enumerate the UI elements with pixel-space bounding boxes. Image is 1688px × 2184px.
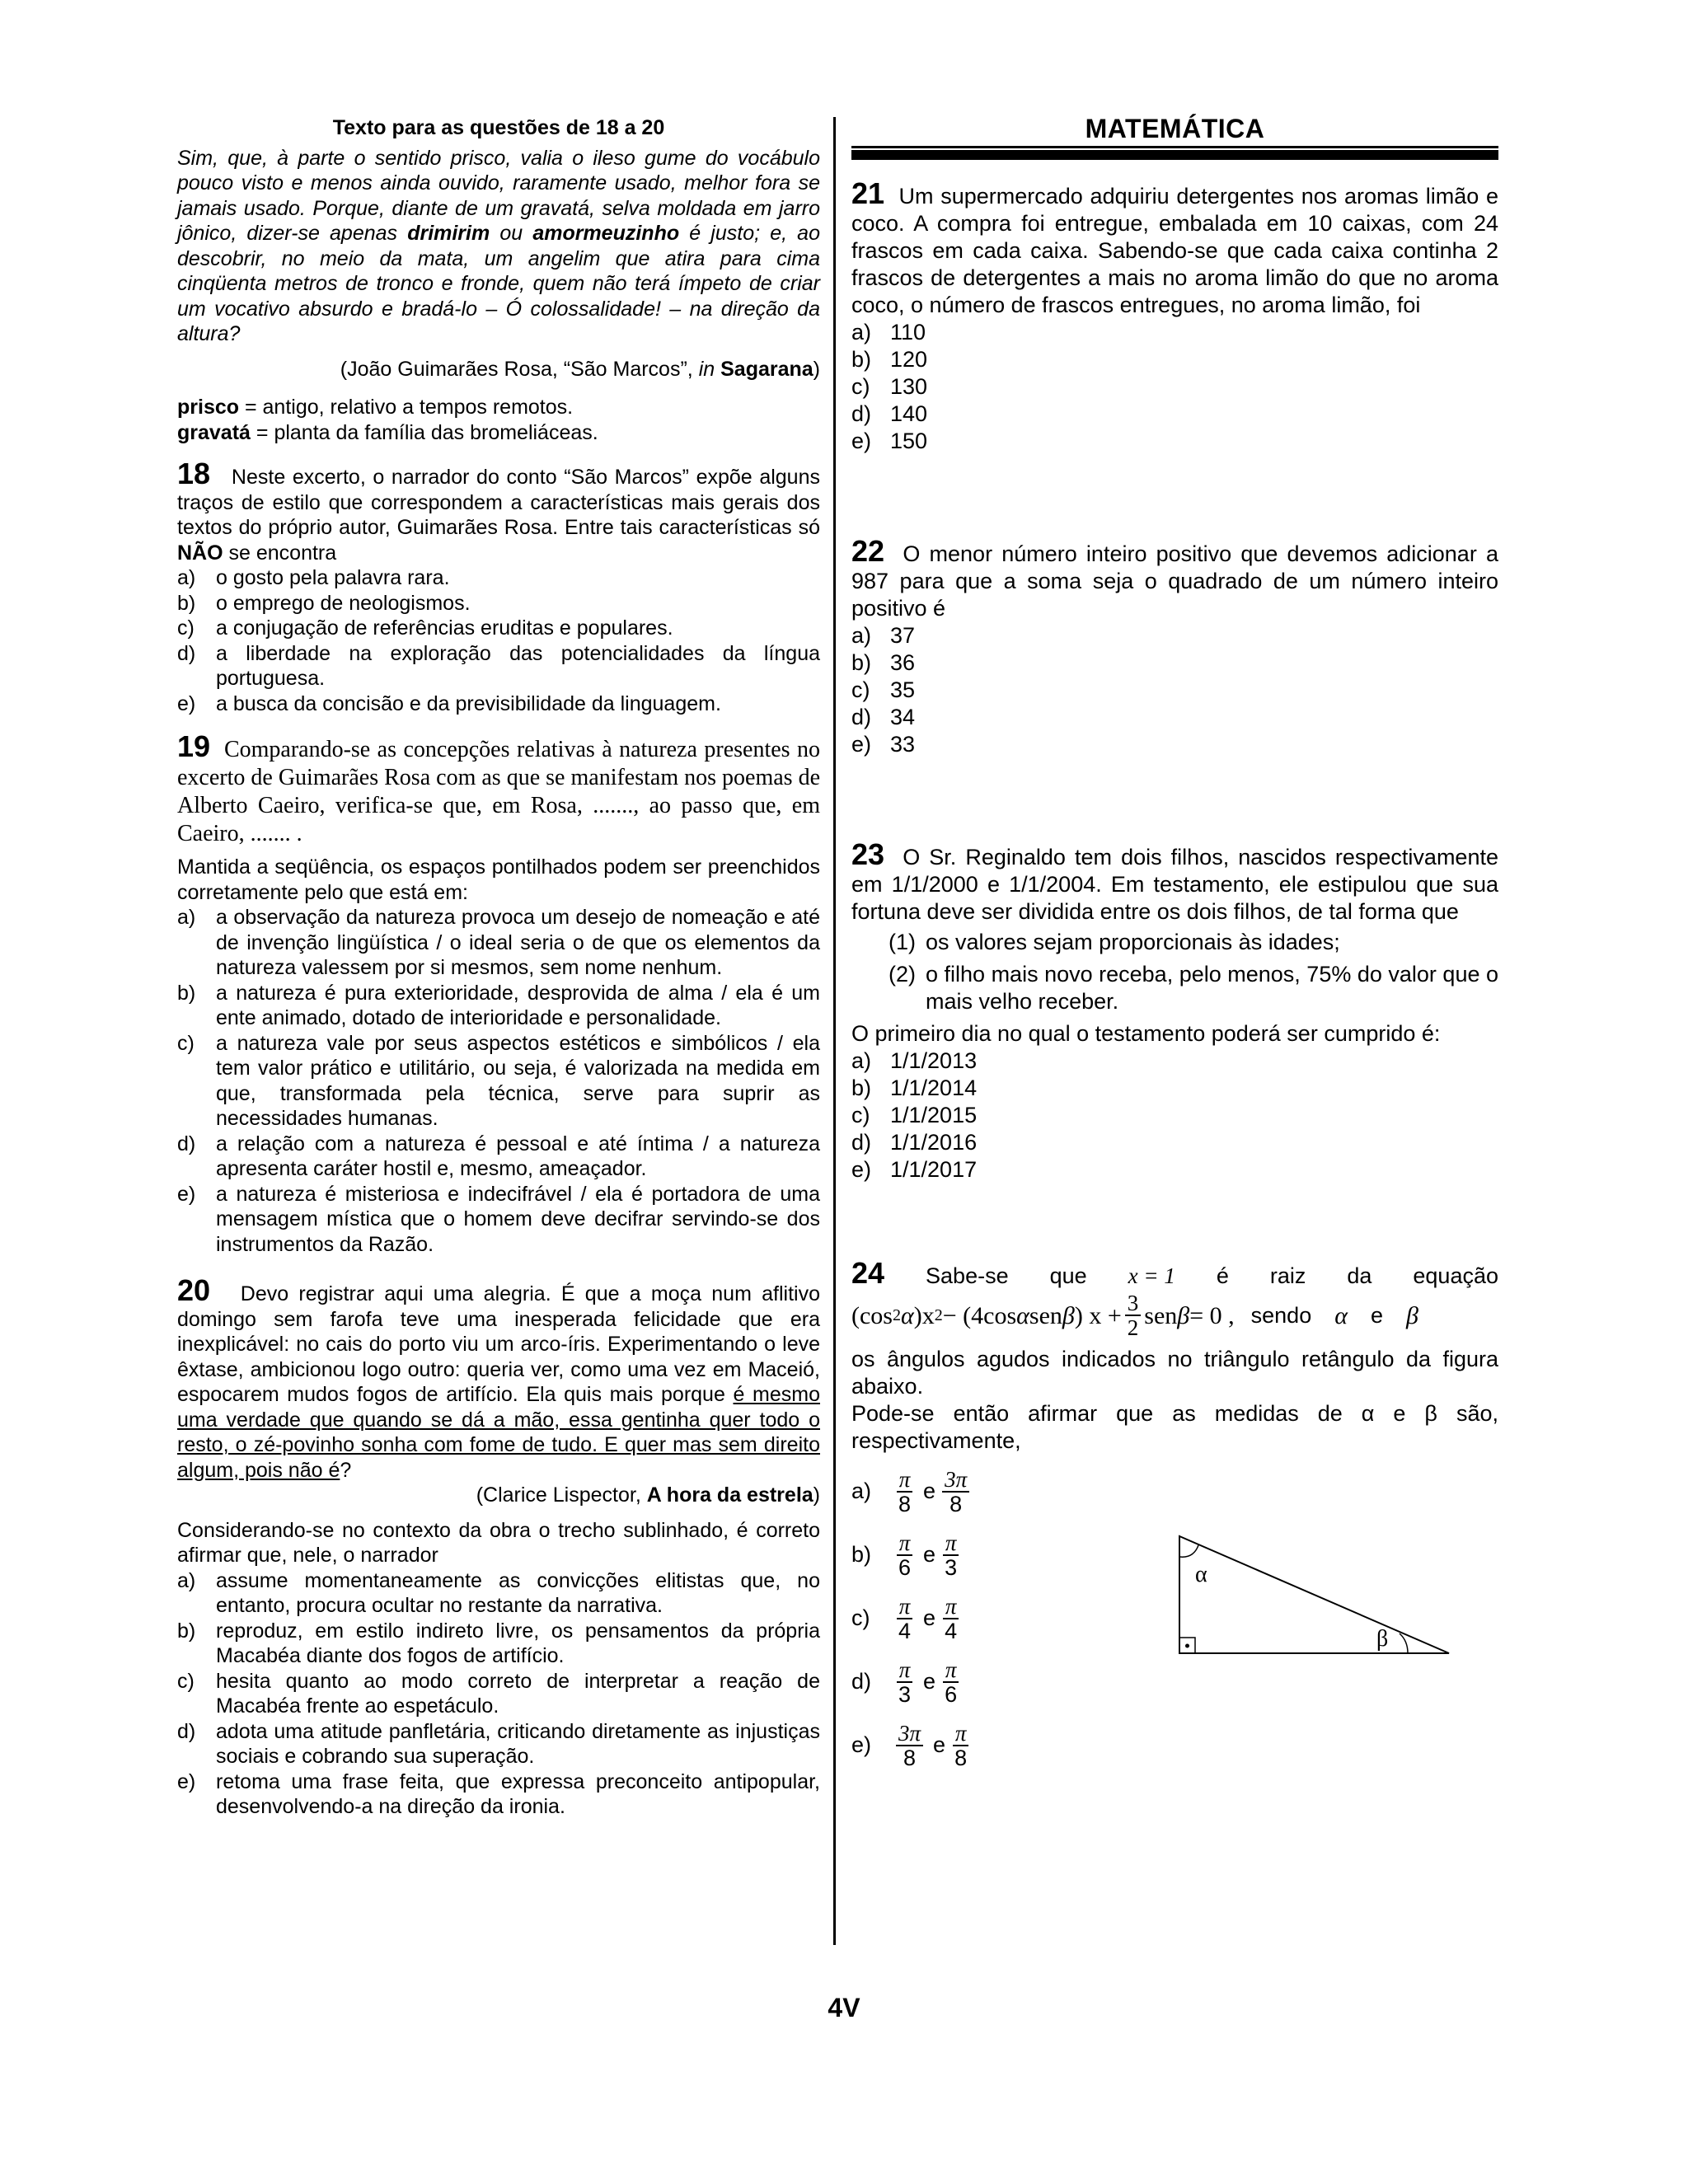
fraction-numerator: π bbox=[897, 1658, 913, 1683]
option-d bbox=[177, 1719, 820, 1769]
eq-symbol: β bbox=[1062, 1301, 1075, 1329]
glossary-item bbox=[177, 420, 820, 446]
excerpt-bold-word: drimirim bbox=[407, 222, 490, 245]
option-letter: c) bbox=[851, 374, 870, 399]
condition-text: os valores sejam proporcionais às idades; bbox=[926, 930, 1340, 954]
option-e bbox=[851, 428, 1498, 455]
option-letter: a) bbox=[177, 1568, 196, 1592]
option-fraction-1 bbox=[896, 1722, 923, 1769]
option-text: adota uma atitude panfletária, criticando diretamente as injustiças sociais e cobrando sua superação. bbox=[216, 1719, 820, 1768]
option-e bbox=[177, 1182, 820, 1258]
right-column bbox=[851, 115, 1498, 1777]
question-21 bbox=[851, 176, 1498, 455]
option-text: 140 bbox=[890, 401, 928, 426]
option-connector: e bbox=[923, 1605, 936, 1630]
stem-word: Sabe-se bbox=[926, 1263, 1009, 1288]
option-letter: c) bbox=[177, 616, 195, 640]
stem-part: se encontra bbox=[223, 541, 337, 565]
option-text: a natureza vale por seus aspectos estéticos e simbólicos / ela tem valor prático e utilitário, ou seja, é valorizada na medida em que, transformada pela técnica, serve para suprir as necessidades humanas. bbox=[216, 1031, 820, 1130]
section-title: MATEMÁTICA bbox=[1085, 114, 1265, 143]
stem-word: que bbox=[1049, 1263, 1087, 1288]
q22-options bbox=[851, 622, 1498, 758]
option-letter: a) bbox=[851, 320, 872, 344]
left-column bbox=[177, 115, 820, 1820]
question-number: 21 bbox=[851, 176, 885, 210]
eq-fraction bbox=[1125, 1291, 1142, 1339]
q20-citation bbox=[177, 1483, 820, 1508]
citation-part: ) bbox=[813, 357, 820, 381]
option-letter: b) bbox=[851, 650, 872, 675]
eq-part: = 0 , bbox=[1189, 1301, 1235, 1329]
option-fraction-2 bbox=[942, 1468, 969, 1516]
q23-stem bbox=[851, 837, 1498, 926]
option-c bbox=[851, 373, 1498, 401]
q18-options bbox=[177, 565, 820, 716]
stem-word: sendo bbox=[1250, 1302, 1312, 1328]
q24-stem-3: Pode-se então afirmar que as medidas de α e β são, respectivamente, bbox=[851, 1401, 1498, 1453]
title-rule-thick bbox=[851, 150, 1498, 160]
option-d bbox=[851, 401, 1498, 428]
eq-exponent: 2 bbox=[934, 1305, 943, 1324]
option-letter: b) bbox=[851, 347, 872, 372]
alpha-label: α bbox=[1195, 1562, 1207, 1587]
option-letter: e) bbox=[851, 429, 872, 453]
excerpt-part: é justo; e, ao descobrir, no meio da mata, um angelim que atira para cima cinqüenta metros de tronco e fronde, quem não terá ímpeto de criar um vocativo absurdo e bradá-lo – Ó colossalidade! – na direção da altura? bbox=[177, 222, 820, 345]
option-connector: e bbox=[923, 1669, 936, 1694]
option-a bbox=[851, 1460, 1498, 1523]
option-b bbox=[851, 346, 1498, 373]
glossary-def: = planta da família das bromeliáceas. bbox=[250, 420, 598, 444]
excerpt-bold-word: amormeuzinho bbox=[532, 222, 680, 245]
citation-part: ) bbox=[813, 1483, 820, 1507]
option-connector: e bbox=[923, 1479, 936, 1503]
condition-number: (2) bbox=[889, 962, 916, 987]
fraction-numerator: π bbox=[897, 1595, 913, 1619]
option-letter: b) bbox=[851, 1542, 872, 1567]
option-letter: e) bbox=[851, 1732, 872, 1757]
option-letter: b) bbox=[177, 981, 196, 1005]
option-text: o gosto pela palavra rara. bbox=[216, 566, 450, 589]
question-number: 18 bbox=[177, 457, 211, 490]
option-b bbox=[177, 591, 820, 616]
citation-in: in bbox=[698, 357, 715, 381]
stem-text: O menor número inteiro positivo que devemos adicionar a 987 para que a soma seja o quadrado de um número inteiro positivo é bbox=[851, 541, 1498, 621]
stem-text: Comparando-se as concepções relativas à natureza presentes no excerto de Guimarães Rosa com as que se manifestam nos poemas de Alberto Caeiro, verifica-se que, em Rosa, ......., ao passo que, em Caeiro, ....... . bbox=[177, 737, 821, 846]
text-heading: Texto para as questões de 18 a 20 bbox=[332, 116, 665, 139]
option-letter: e) bbox=[851, 732, 872, 757]
option-text: a conjugação de referências eruditas e populares. bbox=[216, 616, 673, 640]
option-letter: e) bbox=[177, 1769, 196, 1793]
fraction-denominator: 8 bbox=[903, 1745, 917, 1770]
option-b bbox=[177, 981, 820, 1031]
option-c bbox=[851, 677, 1498, 704]
option-a bbox=[177, 905, 820, 981]
option-a bbox=[177, 1568, 820, 1619]
alpha-arc bbox=[1179, 1545, 1198, 1557]
beta-label: β bbox=[1376, 1626, 1389, 1652]
q24-answer-area bbox=[851, 1460, 1498, 1777]
option-letter: e) bbox=[177, 691, 196, 715]
option-letter: c) bbox=[851, 1103, 870, 1127]
fraction-numerator: 3π bbox=[942, 1468, 969, 1493]
option-c bbox=[177, 616, 820, 641]
q21-stem bbox=[851, 176, 1498, 319]
q18-stem bbox=[177, 457, 820, 565]
q19-options bbox=[177, 905, 820, 1257]
option-letter: e) bbox=[177, 1182, 196, 1206]
option-text: 1/1/2014 bbox=[890, 1076, 978, 1100]
citation-part: (João Guimarães Rosa, “São Marcos”, bbox=[340, 357, 699, 381]
question-number: 22 bbox=[851, 534, 885, 568]
option-a bbox=[851, 622, 1498, 649]
stem-bold: NÃO bbox=[177, 541, 223, 565]
q20-instruction: Considerando-se no contexto da obra o trecho sublinhado, é correto afirmar que, nele, o narrador bbox=[177, 1518, 820, 1567]
stem-math: x = 1 bbox=[1128, 1263, 1175, 1288]
fraction-denominator: 8 bbox=[950, 1491, 963, 1516]
fraction-denominator: 8 bbox=[954, 1745, 968, 1770]
fraction-denominator: 4 bbox=[898, 1618, 912, 1643]
fraction-denominator: 2 bbox=[1127, 1315, 1139, 1340]
beta-arc bbox=[1400, 1633, 1408, 1653]
option-text: retoma uma frase feita, que expressa preconceito antipopular, desenvolvendo-a na direção da ironia. bbox=[216, 1769, 820, 1818]
option-letter: c) bbox=[851, 1605, 870, 1630]
option-text: a natureza é misteriosa e indecifrável / ela é portadora de uma mensagem mística que o homem deve decifrar servindo-se dos instrumentos da Razão. bbox=[216, 1182, 820, 1256]
stem-text: Um supermercado adquiriu detergentes nos aromas limão e coco. A compra foi entregue, embalada em 10 caixas, com 24 frascos em cada caixa. Sabendo-se que cada caixa continha 2 frascos de detergentes a mais no aroma limão do que no aroma coco, o número de frascos entregues, no aroma limão, foi bbox=[851, 184, 1498, 317]
triangle-shape bbox=[1179, 1536, 1449, 1653]
right-angle-dot bbox=[1185, 1644, 1189, 1648]
option-text: a observação da natureza provoca um desejo de nomeação e até de invenção lingüística / o ideal seria o de que os elementos da natureza valessem por si mesmos, sem nome nenhum. bbox=[216, 906, 820, 979]
q22-stem bbox=[851, 534, 1498, 622]
condition-2 bbox=[851, 961, 1498, 1015]
eq-exponent: 2 bbox=[892, 1305, 901, 1324]
option-e bbox=[177, 691, 820, 717]
title-rule-thin bbox=[851, 146, 1498, 148]
option-letter: c) bbox=[177, 1669, 195, 1693]
option-letter: d) bbox=[851, 401, 872, 426]
option-letter: b) bbox=[851, 1076, 872, 1100]
eq-symbol: α bbox=[1016, 1301, 1029, 1329]
option-e bbox=[851, 1156, 1498, 1183]
option-connector: e bbox=[933, 1732, 946, 1757]
question-number: 19 bbox=[177, 729, 211, 763]
option-a bbox=[851, 1047, 1498, 1075]
option-fraction-2 bbox=[942, 1531, 959, 1579]
stem-word: e bbox=[1370, 1302, 1383, 1328]
q19-stem bbox=[177, 729, 821, 848]
option-e bbox=[851, 1713, 1498, 1777]
q21-options bbox=[851, 319, 1498, 455]
glossary-def: = antigo, relativo a tempos remotos. bbox=[239, 396, 574, 419]
fraction-numerator: π bbox=[897, 1531, 913, 1556]
option-b bbox=[851, 1075, 1498, 1102]
eq-symbol: α bbox=[1334, 1301, 1348, 1329]
option-text: a busca da concisão e da previsibilidade da linguagem. bbox=[216, 691, 721, 715]
option-letter: c) bbox=[177, 1031, 195, 1055]
fraction-denominator: 8 bbox=[898, 1491, 912, 1516]
q23-options bbox=[851, 1047, 1498, 1183]
option-text: 1/1/2016 bbox=[890, 1130, 978, 1155]
eq-part: )x bbox=[913, 1301, 935, 1329]
fraction-numerator: π bbox=[943, 1595, 959, 1619]
q19-instruction: Mantida a seqüência, os espaços pontilhados podem ser preenchidos corretamente pelo que está em: bbox=[177, 855, 820, 904]
option-letter: a) bbox=[851, 1048, 872, 1073]
question-24 bbox=[851, 1256, 1498, 1777]
fraction-denominator: 6 bbox=[945, 1681, 958, 1707]
option-text: 1/1/2015 bbox=[890, 1103, 978, 1127]
option-letter: b) bbox=[177, 1619, 196, 1643]
option-text: 34 bbox=[890, 705, 916, 729]
option-fraction-1 bbox=[896, 1658, 913, 1706]
question-number: 24 bbox=[851, 1256, 885, 1290]
fraction-numerator: 3π bbox=[896, 1722, 923, 1746]
q20-stem bbox=[177, 1273, 820, 1483]
eq-part: (cos bbox=[851, 1301, 893, 1329]
option-text: 36 bbox=[890, 650, 916, 675]
option-letter: d) bbox=[851, 1669, 872, 1694]
option-fraction-1 bbox=[896, 1468, 913, 1516]
question-18 bbox=[177, 457, 820, 716]
option-fraction-2 bbox=[942, 1658, 959, 1706]
option-letter: b) bbox=[177, 591, 196, 615]
option-text: reproduz, em estilo indireto livre, os pensamentos da própria Macabéa diante dos fogos de artifício. bbox=[216, 1619, 820, 1667]
fraction-denominator: 4 bbox=[945, 1618, 958, 1643]
option-letter: d) bbox=[851, 1130, 872, 1155]
option-letter: d) bbox=[177, 1132, 196, 1155]
option-d bbox=[177, 1132, 820, 1182]
option-letter: d) bbox=[851, 705, 872, 729]
option-letter: a) bbox=[177, 566, 196, 589]
question-19 bbox=[177, 729, 821, 1257]
option-a bbox=[851, 319, 1498, 346]
option-text: o emprego de neologismos. bbox=[216, 591, 471, 615]
citation-part: (Clarice Lispector, bbox=[476, 1483, 647, 1507]
option-letter: d) bbox=[177, 641, 196, 665]
stem-part: ? bbox=[340, 1458, 352, 1482]
stem-word: equação bbox=[1413, 1263, 1498, 1288]
stem-word: raiz bbox=[1269, 1263, 1306, 1288]
condition-text: o filho mais novo receba, pelo menos, 75% do valor que o mais velho receber. bbox=[926, 962, 1498, 1014]
option-d bbox=[851, 704, 1498, 731]
option-text: a liberdade na exploração das potencialidades da língua portuguesa. bbox=[216, 641, 820, 690]
option-text: 150 bbox=[890, 429, 928, 453]
option-letter: d) bbox=[177, 1719, 196, 1743]
question-22 bbox=[851, 534, 1498, 758]
fraction-denominator: 3 bbox=[898, 1681, 912, 1707]
option-letter: a) bbox=[851, 1479, 872, 1503]
option-text: 33 bbox=[890, 732, 916, 757]
fraction-numerator: π bbox=[943, 1531, 959, 1556]
eq-part: sen bbox=[1029, 1301, 1062, 1329]
option-letter: a) bbox=[851, 623, 872, 648]
eq-part: ) x + bbox=[1074, 1301, 1122, 1329]
q20-options bbox=[177, 1568, 820, 1820]
option-e bbox=[177, 1769, 820, 1820]
option-text: 110 bbox=[890, 320, 926, 344]
option-text: 1/1/2017 bbox=[890, 1157, 978, 1182]
option-c bbox=[851, 1102, 1498, 1129]
text-excerpt bbox=[177, 146, 820, 347]
glossary bbox=[177, 395, 820, 445]
option-b bbox=[851, 649, 1498, 677]
option-d bbox=[851, 1129, 1498, 1156]
glossary-term: prisco bbox=[177, 396, 240, 419]
option-text: 1/1/2013 bbox=[890, 1048, 978, 1073]
stem-text: O Sr. Reginaldo tem dois filhos, nascidos respectivamente em 1/1/2000 e 1/1/2004. Em testamento, ele estipulou que sua fortuna deve ser dividida entre os dois filhos, de tal forma que bbox=[851, 845, 1498, 924]
fraction-denominator: 3 bbox=[945, 1554, 958, 1580]
question-20 bbox=[177, 1273, 820, 1820]
option-fraction-1 bbox=[896, 1531, 913, 1579]
option-text: 130 bbox=[890, 374, 928, 399]
option-text: a natureza é pura exterioridade, desprovida de alma / ela é um ente animado, dotado de interioridade e personalidade. bbox=[216, 981, 820, 1029]
option-fraction-1 bbox=[896, 1595, 913, 1643]
fraction-numerator: π bbox=[943, 1658, 959, 1683]
option-text: 37 bbox=[890, 623, 916, 648]
fraction-numerator: 3 bbox=[1125, 1291, 1142, 1316]
option-connector: e bbox=[923, 1542, 936, 1567]
eq-part: − (4cos bbox=[942, 1301, 1017, 1329]
excerpt-part: Sim, que, à parte o sentido prisco, valia o ileso gume do vocábulo pouco visto e menos ainda ouvido, raramente usado, melhor fora se jamais usado. Porque, diante de um gravatá, selva moldada em jarro jônico, dizer-se apenas bbox=[177, 146, 820, 245]
glossary-term: gravatá bbox=[177, 420, 251, 444]
question-number: 23 bbox=[851, 837, 885, 871]
question-23 bbox=[851, 837, 1498, 1183]
page-number: 4V bbox=[828, 1993, 860, 2022]
option-e bbox=[851, 731, 1498, 758]
column-divider bbox=[833, 117, 836, 1945]
eq-symbol: β bbox=[1177, 1301, 1190, 1329]
right-triangle-figure bbox=[1177, 1534, 1457, 1666]
option-text: 120 bbox=[890, 347, 928, 372]
fraction-numerator: π bbox=[953, 1722, 969, 1746]
stem-word: da bbox=[1347, 1263, 1372, 1288]
citation-work: A hora da estrela bbox=[646, 1483, 814, 1507]
stem-part: Devo registrar aqui uma alegria. É que a moça num aflitivo domingo sem farofa teve uma inesperada felicidade que era inexplicável: no cais do porto viu um arco-íris. Experimentando o leve êxtase, ambicionou logo outro: queria ver, como uma vez em Maceió, espocarem mudos fogos de artifício. Ela quis mais porque bbox=[177, 1282, 820, 1406]
option-fraction-2 bbox=[952, 1722, 969, 1769]
q24-stem-line bbox=[851, 1256, 1498, 1290]
option-text: a relação com a natureza é pessoal e até íntima / a natureza apresenta caráter hostil e, mesmo, ameaçador. bbox=[216, 1132, 820, 1180]
option-fraction-2 bbox=[942, 1595, 959, 1643]
q24-stem-2: os ângulos agudos indicados no triângulo retângulo da figura abaixo. bbox=[851, 1347, 1498, 1399]
option-a bbox=[177, 565, 820, 591]
option-text: hesita quanto ao modo correto de interpretar a reação de Macabéa frente ao espetáculo. bbox=[216, 1669, 820, 1718]
q24-equation bbox=[851, 1291, 1498, 1339]
fraction-numerator: π bbox=[897, 1468, 913, 1493]
stem-word: é bbox=[1216, 1263, 1229, 1288]
glossary-item bbox=[177, 395, 820, 420]
eq-symbol: α bbox=[900, 1301, 914, 1329]
option-text: assume momentaneamente as convicções elitistas que, no entanto, procura ocultar no restante da narrativa. bbox=[216, 1568, 820, 1617]
option-letter: a) bbox=[177, 906, 196, 929]
option-letter: e) bbox=[851, 1157, 872, 1182]
excerpt-part: ou bbox=[490, 222, 533, 245]
excerpt-citation bbox=[177, 357, 820, 382]
stem-part: Neste excerto, o narrador do conto “São Marcos” expõe alguns traços de estilo que correspondem a características mais gerais dos textos do próprio autor, Guimarães Rosa. Entre tais características só bbox=[177, 466, 820, 539]
eq-part: sen bbox=[1144, 1301, 1178, 1329]
condition-number: (1) bbox=[889, 930, 916, 954]
option-text: 35 bbox=[890, 677, 916, 702]
option-b bbox=[177, 1619, 820, 1669]
condition-1 bbox=[851, 929, 1498, 956]
q23-question: O primeiro dia no qual o testamento poderá ser cumprido é: bbox=[851, 1021, 1441, 1046]
option-letter: c) bbox=[851, 677, 870, 702]
option-c bbox=[177, 1031, 820, 1132]
citation-work: Sagarana bbox=[720, 357, 814, 381]
underlined-passage: é mesmo uma verdade que quando se dá a mão, essa gentinha quer todo o resto, o zé-povinho sonha com fome de tudo. E quer mas sem direito algum, pois não é bbox=[177, 1383, 820, 1482]
fraction-denominator: 6 bbox=[898, 1554, 912, 1580]
question-number: 20 bbox=[177, 1273, 211, 1307]
option-c bbox=[177, 1669, 820, 1719]
option-d bbox=[177, 641, 820, 691]
eq-symbol: β bbox=[1406, 1301, 1418, 1329]
